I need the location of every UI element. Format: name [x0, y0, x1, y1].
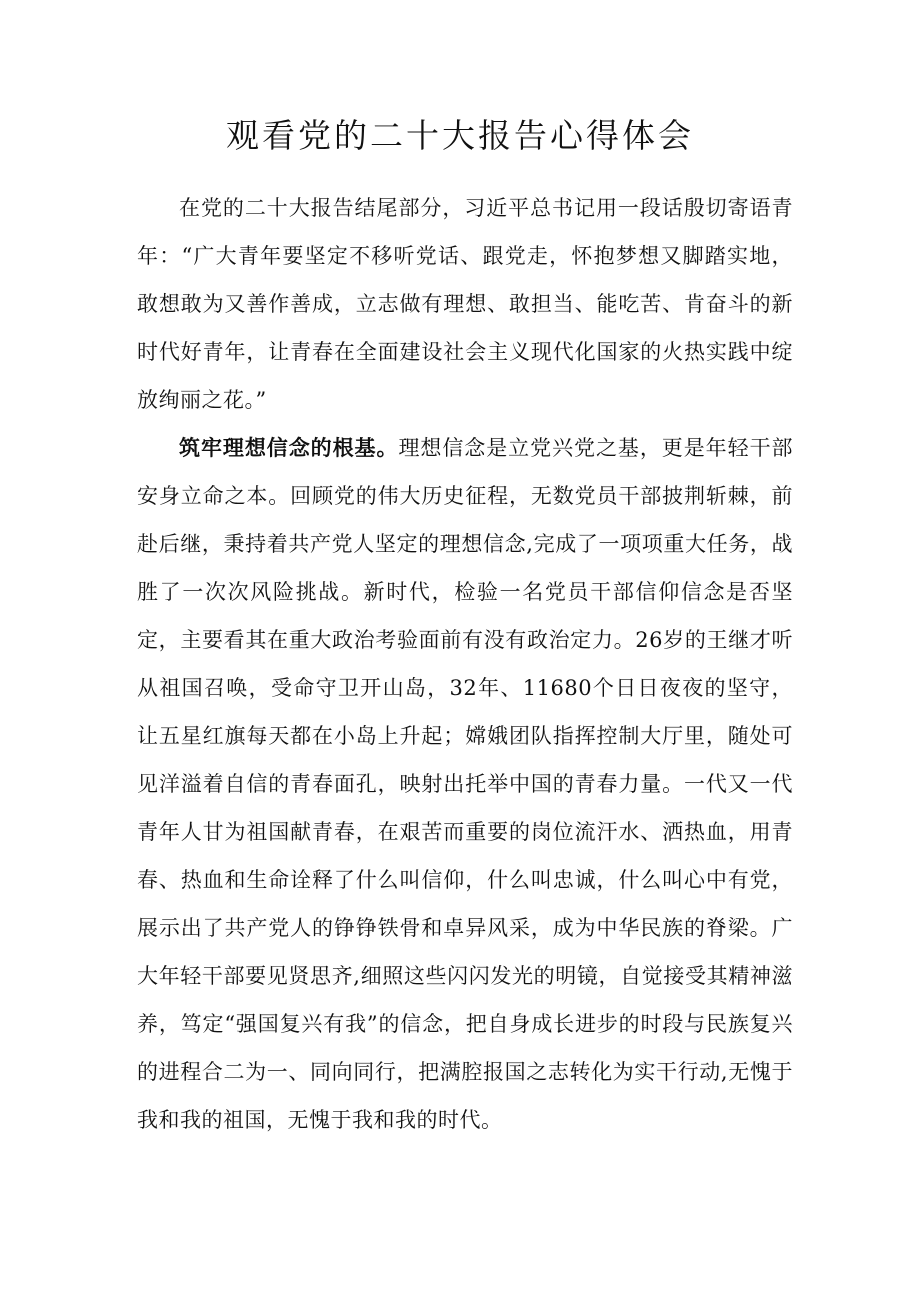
paragraph-1: [137, 184, 793, 424]
paragraph-1-text: 在党的二十大报告结尾部分，习近平总书记用一段话殷切寄语青年：“广大青年要坚定不移听党话、跟党走，怀抱梦想又脚踏实地，敢想敢为又善作善成，立志做有理想、敢担当、能吃苦、肯奋斗的新时代好青年，让青春在全面建设社会主义现代化国家的火热实践中绽放绚丽之花。”: [137, 196, 793, 412]
paragraph-2: [137, 424, 793, 1144]
paragraph-2-lead: 筑牢理想信念的根基。: [179, 435, 399, 460]
paragraph-2-text: 理想信念是立党兴党之基，更是年轻干部安身立命之本。回顾党的伟大历史征程，无数党员干部披荆斩棘，前赴后继，秉持着共产党人坚定的理想信念,完成了一项项重大任务，战胜了一次次风险挑战。新时代，检验一名党员干部信仰信念是否坚定，主要看其在重大政治考验面前有没有政治定力。26岁的王继才听从祖国召唤，受命守卫开山岛，32年、11680个日日夜夜的坚守，让五星红旗每天都在小岛上升起；嫦娥团队指挥控制大厅里，随处可见洋溢着自信的青春面孔，映射出托举中国的青春力量。一代又一代青年人甘为祖国献青春，在艰苦而重要的岗位流汗水、洒热血，用青春、热血和生命诠释了什么叫信仰，什么叫忠诚，什么叫心中有党，展示出了共产党人的铮铮铁骨和卓异风采，成为中华民族的脊梁。广大年轻干部要见贤思齐,细照这些闪闪发光的明镜，自觉接受其精神滋养，笃定“强国复兴有我”的信念，把自身成长进步的时段与民族复兴的进程合二为一、同向同行，把满腔报国之志转化为实干行动,无愧于我和我的祖国，无愧于我和我的时代。: [137, 436, 794, 1132]
document-title: 观看党的二十大报告心得体会: [226, 116, 694, 155]
